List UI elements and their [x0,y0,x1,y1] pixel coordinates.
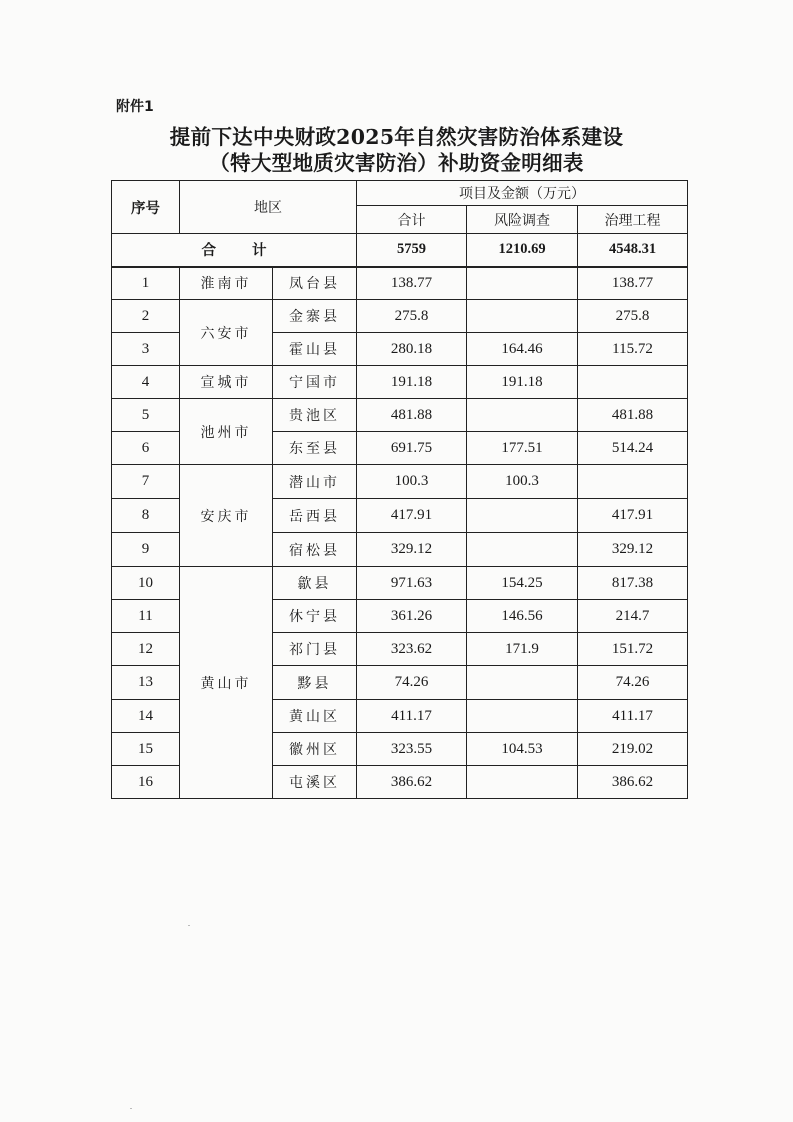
row-engineering: 386.62 [578,766,688,799]
county-cell: 黄山区 [273,700,357,733]
city-cell: 六安市 [180,300,273,366]
row-survey: 191.18 [467,366,578,399]
row-survey: 104.53 [467,733,578,766]
row-survey [467,300,578,333]
total-label-right: 计 [252,243,267,260]
total-row-label [112,234,357,267]
table-row [112,465,688,499]
row-total: 481.88 [357,399,467,432]
table-row [112,267,688,300]
row-total: 100.3 [357,465,467,499]
row-seq: 2 [112,300,180,333]
row-total: 386.62 [357,766,467,799]
row-total: 138.77 [357,267,467,300]
row-survey: 177.51 [467,432,578,465]
row-seq: 16 [112,766,180,799]
row-seq: 13 [112,666,180,700]
header-seq: 序号 [112,181,180,234]
row-survey: 154.25 [467,567,578,600]
header-engineering: 治理工程 [578,206,688,234]
row-engineering: 329.12 [578,533,688,567]
row-total: 74.26 [357,666,467,700]
county-cell: 祁门县 [273,633,357,666]
county-cell: 金寨县 [273,300,357,333]
row-engineering: 411.17 [578,700,688,733]
row-total: 417.91 [357,499,467,533]
row-survey: 146.56 [467,600,578,633]
row-engineering: 214.7 [578,600,688,633]
row-seq: 11 [112,600,180,633]
funding-detail-table [111,180,688,799]
row-survey: 171.9 [467,633,578,666]
county-cell: 东至县 [273,432,357,465]
row-seq: 7 [112,465,180,499]
row-survey: 164.46 [467,333,578,366]
row-engineering: 417.91 [578,499,688,533]
table-row [112,567,688,600]
total-label-left: 合 [201,243,216,260]
table-row [112,300,688,333]
row-seq: 12 [112,633,180,666]
row-total: 280.18 [357,333,467,366]
city-cell: 池州市 [180,399,273,465]
row-survey [467,766,578,799]
row-engineering: 817.38 [578,567,688,600]
row-engineering: 481.88 [578,399,688,432]
row-engineering: 275.8 [578,300,688,333]
county-cell: 黟县 [273,666,357,700]
county-cell: 贵池区 [273,399,357,432]
county-cell: 歙县 [273,567,357,600]
row-engineering: 219.02 [578,733,688,766]
row-seq: 4 [112,366,180,399]
row-engineering: 138.77 [578,267,688,300]
table-row [112,399,688,432]
row-seq: 14 [112,700,180,733]
county-cell: 凤台县 [273,267,357,300]
county-cell: 宿松县 [273,533,357,567]
row-survey [467,700,578,733]
document-title-line-1: 提前下达中央财政2025年自然灾害防治体系建设 [169,125,624,149]
county-cell: 潜山市 [273,465,357,499]
header-total: 合计 [357,206,467,234]
row-survey [467,499,578,533]
total-row-engineering: 4548.31 [578,234,688,267]
county-cell: 霍山县 [273,333,357,366]
header-region: 地区 [180,181,357,234]
row-engineering [578,366,688,399]
city-cell: 淮南市 [180,267,273,300]
row-seq: 8 [112,499,180,533]
row-total: 361.26 [357,600,467,633]
row-total: 411.17 [357,700,467,733]
county-cell: 宁国市 [273,366,357,399]
attachment-label: 附件1 [116,99,154,115]
row-survey [467,533,578,567]
row-engineering: 74.26 [578,666,688,700]
county-cell: 屯溪区 [273,766,357,799]
city-cell: 黄山市 [180,567,273,799]
row-survey [467,267,578,300]
row-seq: 15 [112,733,180,766]
row-engineering: 151.72 [578,633,688,666]
row-seq: 3 [112,333,180,366]
row-total: 691.75 [357,432,467,465]
county-cell: 休宁县 [273,600,357,633]
city-cell: 宣城市 [180,366,273,399]
row-total: 323.62 [357,633,467,666]
scan-speck [188,925,190,926]
document-title-line-2: （特大型地质灾害防治）补助资金明细表 [209,151,584,175]
row-seq: 9 [112,533,180,567]
row-total: 329.12 [357,533,467,567]
header-survey: 风险调查 [467,206,578,234]
row-total: 971.63 [357,567,467,600]
row-total: 275.8 [357,300,467,333]
header-project: 项目及金额（万元） [357,181,688,206]
row-engineering: 115.72 [578,333,688,366]
total-row-total: 5759 [357,234,467,267]
row-engineering [578,465,688,499]
row-total: 323.55 [357,733,467,766]
row-survey: 100.3 [467,465,578,499]
row-seq: 5 [112,399,180,432]
county-cell: 徽州区 [273,733,357,766]
row-total: 191.18 [357,366,467,399]
row-seq: 10 [112,567,180,600]
row-survey [467,399,578,432]
row-engineering: 514.24 [578,432,688,465]
table-row [112,366,688,399]
row-survey [467,666,578,700]
row-seq: 6 [112,432,180,465]
city-cell: 安庆市 [180,465,273,567]
county-cell: 岳西县 [273,499,357,533]
scan-speck [130,1108,132,1109]
total-row-survey: 1210.69 [467,234,578,267]
row-seq: 1 [112,267,180,300]
